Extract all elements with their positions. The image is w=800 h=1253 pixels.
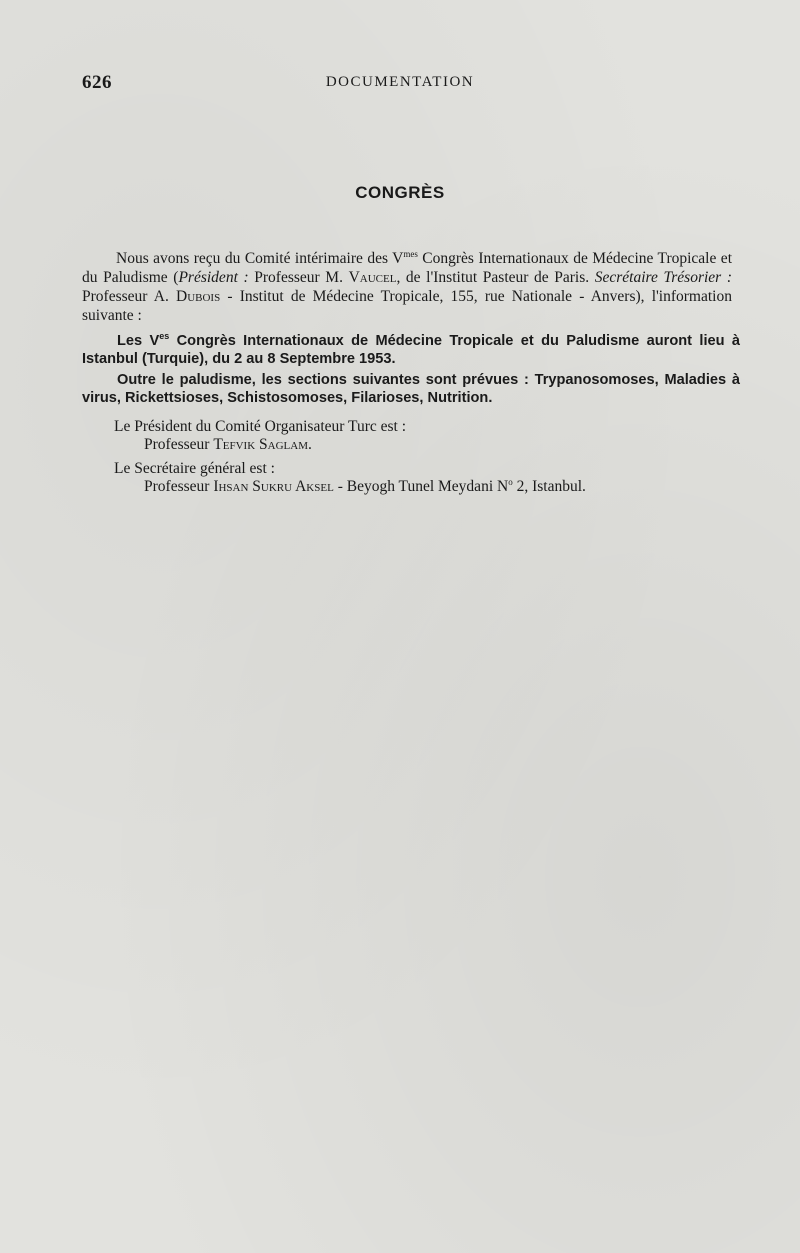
running-head: DOCUMENTATION bbox=[325, 74, 475, 90]
announcement-sections: Outre le paludisme, les sections suivantes sont prévues : Trypanosomoses, Maladies à virus, Rickettsioses, Schistosomoses, Filarioses, Nutrition. bbox=[82, 372, 740, 406]
official-secretary-name: Ihsan Sukru Aksel bbox=[213, 478, 334, 495]
announcement bbox=[82, 333, 740, 411]
secretary-label: Secrétaire Trésorier : bbox=[594, 269, 732, 286]
secretary-address: - Beyogh Tunel Meydani N bbox=[333, 478, 509, 495]
intro-text-2: Congrès Internationaux de Médecine Tropicale et du Paludisme ( bbox=[82, 250, 732, 286]
announcement-sup: es bbox=[159, 331, 170, 342]
secretary-line: Le Secrétaire général est : bbox=[114, 460, 275, 477]
president-entry bbox=[114, 436, 586, 454]
secretary-name: Dubois bbox=[176, 288, 221, 305]
intro-text-6: - Institut de Médecine Tropicale, 155, rue Nationale - Anvers), l'information suivante : bbox=[82, 288, 732, 324]
president-name: Vaucel bbox=[348, 269, 397, 286]
officials-list bbox=[114, 418, 586, 496]
secretary-entry bbox=[114, 478, 586, 496]
secretary-prefix: Professeur bbox=[144, 478, 214, 495]
president-suffix: . bbox=[308, 436, 312, 453]
official-president-name: Tefvik Saglam bbox=[213, 436, 308, 453]
intro-text-1: Nous avons reçu du Comité intérimaire des V bbox=[116, 250, 404, 267]
intro-text-5: Professeur A. bbox=[82, 288, 176, 305]
announcement-text-2: Congrès Internationaux de Médecine Tropicale et du Paludisme auront lieu à Istanbul (Turquie), du 2 au 8 Septembre 1953. bbox=[82, 333, 740, 367]
president-label: Président : bbox=[178, 269, 249, 286]
intro-paragraph bbox=[82, 249, 732, 325]
intro-text-3: Professeur M. bbox=[248, 269, 349, 286]
secretary-address-end: 2, Istanbul. bbox=[512, 478, 586, 495]
announcement-dates bbox=[82, 333, 740, 368]
page-number: 626 bbox=[82, 72, 112, 93]
secretary-sup: o bbox=[508, 476, 513, 487]
intro-sup: mes bbox=[403, 248, 418, 259]
announcement-text-1: Les V bbox=[117, 333, 160, 349]
president-prefix: Professeur bbox=[144, 436, 214, 453]
president-line: Le Président du Comité Organisateur Turc est : bbox=[114, 418, 407, 435]
intro-text-4: , de l'Institut Pasteur de Paris. bbox=[396, 269, 595, 286]
section-title: CONGRÈS bbox=[355, 183, 445, 202]
